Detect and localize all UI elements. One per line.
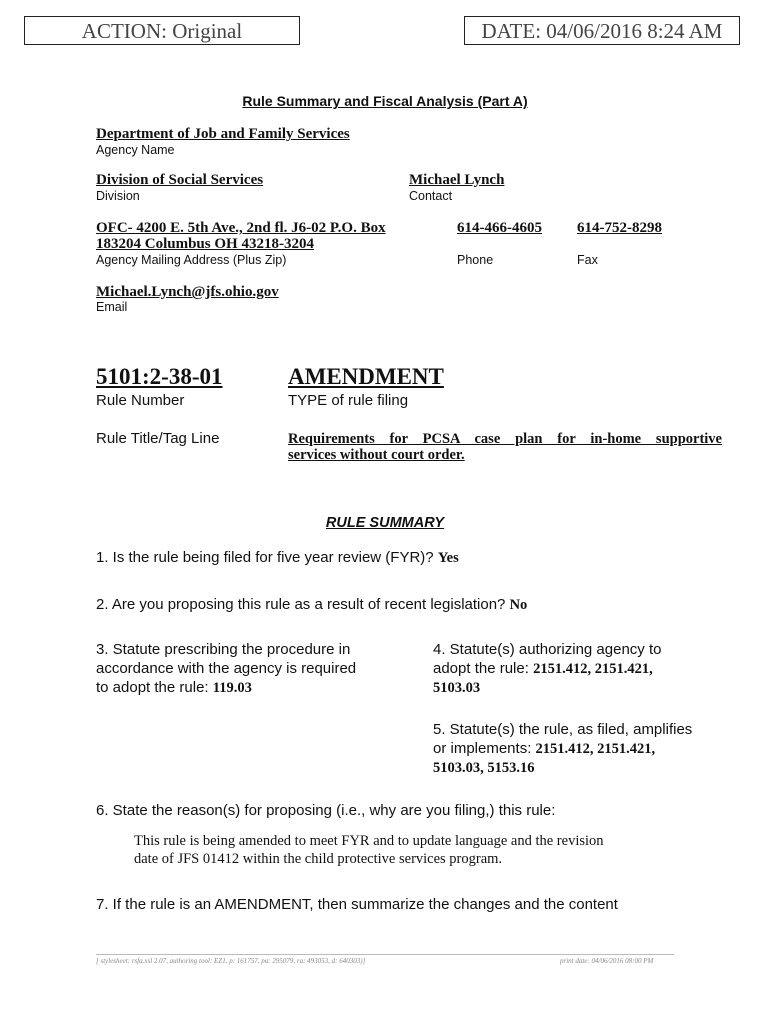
agency-name-label: Agency Name xyxy=(96,143,175,157)
phone-value: 614-466-4605 xyxy=(457,220,542,236)
question-5-line-1: 5. Statute(s) the rule, as filed, amplifies xyxy=(433,721,693,738)
question-3-line-1: 3. Statute prescribing the procedure in xyxy=(96,641,351,658)
answer-1: Yes xyxy=(437,550,459,566)
address-line-1: OFC- 4200 E. 5th Ave., 2nd fl. J6-02 P.O. Box xyxy=(96,220,386,236)
answer-5-line-2: 5103.03, 5153.16 xyxy=(433,760,535,776)
division-label: Division xyxy=(96,189,140,203)
question-1 xyxy=(96,548,459,568)
footer-divider xyxy=(96,954,674,955)
question-3-line-3 xyxy=(96,678,356,698)
question-7: 7. If the rule is an AMENDMENT, then summarize the changes and the content xyxy=(96,896,618,913)
action-box: ACTION: Original xyxy=(24,16,300,45)
rule-type: AMENDMENT xyxy=(288,364,444,389)
answer-2: No xyxy=(509,597,528,613)
fax-value: 614-752-8298 xyxy=(577,220,662,236)
question-5 xyxy=(433,720,692,778)
question-4-line-1: 4. Statute(s) authorizing agency to xyxy=(433,641,662,658)
rule-title-line-1: Requirements for PCSA case plan for in-home supportive xyxy=(288,431,722,447)
address-line-2: 183204 Columbus OH 43218-3204 xyxy=(96,236,314,252)
answer-4-line-1: 2151.412, 2151.421, xyxy=(533,661,653,677)
question-1-text: 1. Is the rule being filed for five year review (FYR)? xyxy=(96,549,434,566)
question-2-text: 2. Are you proposing this rule as a result of recent legislation? xyxy=(96,596,506,613)
answer-4-line-2: 5103.03 xyxy=(433,680,481,696)
footer-print-date: print date: 04/06/2016 08:00 PM xyxy=(560,957,654,965)
division-value: Division of Social Services xyxy=(96,172,264,188)
answer-6 xyxy=(134,832,604,868)
contact-label: Contact xyxy=(409,189,453,203)
question-3-line-3-text: to adopt the rule: xyxy=(96,679,209,696)
answer-5-line-1: 2151.412, 2151.421, xyxy=(535,741,656,757)
rule-type-label: TYPE of rule filing xyxy=(288,392,409,409)
agency-name: Department of Job and Family Services xyxy=(96,126,350,142)
address-label: Agency Mailing Address (Plus Zip) xyxy=(96,253,287,267)
question-3-line-2: accordance with the agency is required xyxy=(96,660,357,677)
rule-number: 5101:2-38-01 xyxy=(96,364,223,389)
footer-stylesheet-info: [ stylesheet: rsfa.xsl 2.07, authoring tool: EZ1, p: 161757, pa: 295079, ra: 493053, d: 640303)] xyxy=(96,957,366,965)
date-box: DATE: 04/06/2016 8:24 AM xyxy=(464,16,740,45)
question-2 xyxy=(96,595,527,615)
question-4-line-2 xyxy=(433,659,661,679)
answer-3: 119.03 xyxy=(212,680,252,696)
rule-title-label: Rule Title/Tag Line xyxy=(96,430,220,447)
email-label: Email xyxy=(96,300,128,314)
question-4 xyxy=(433,640,661,698)
rule-title-line-2: services without court order. xyxy=(288,447,465,463)
question-4-line-2-text: adopt the rule: xyxy=(433,660,529,677)
answer-6-line-2: date of JFS 01412 within the child protective services program. xyxy=(134,851,503,867)
email-value: Michael.Lynch@jfs.ohio.gov xyxy=(96,284,279,300)
page-title: Rule Summary and Fiscal Analysis (Part A) xyxy=(242,93,528,109)
question-6: 6. State the reason(s) for proposing (i.e., why are you filing,) this rule: xyxy=(96,802,556,819)
question-3 xyxy=(96,640,356,698)
rule-summary-heading: RULE SUMMARY xyxy=(325,515,445,531)
phone-label: Phone xyxy=(457,253,494,267)
question-5-line-2 xyxy=(433,739,692,759)
rule-number-label: Rule Number xyxy=(96,392,185,409)
answer-6-line-1: This rule is being amended to meet FYR and to update language and the revision xyxy=(134,833,604,849)
fax-label: Fax xyxy=(577,253,598,267)
question-5-line-2-text: or implements: xyxy=(433,740,532,757)
contact-value: Michael Lynch xyxy=(409,172,505,188)
